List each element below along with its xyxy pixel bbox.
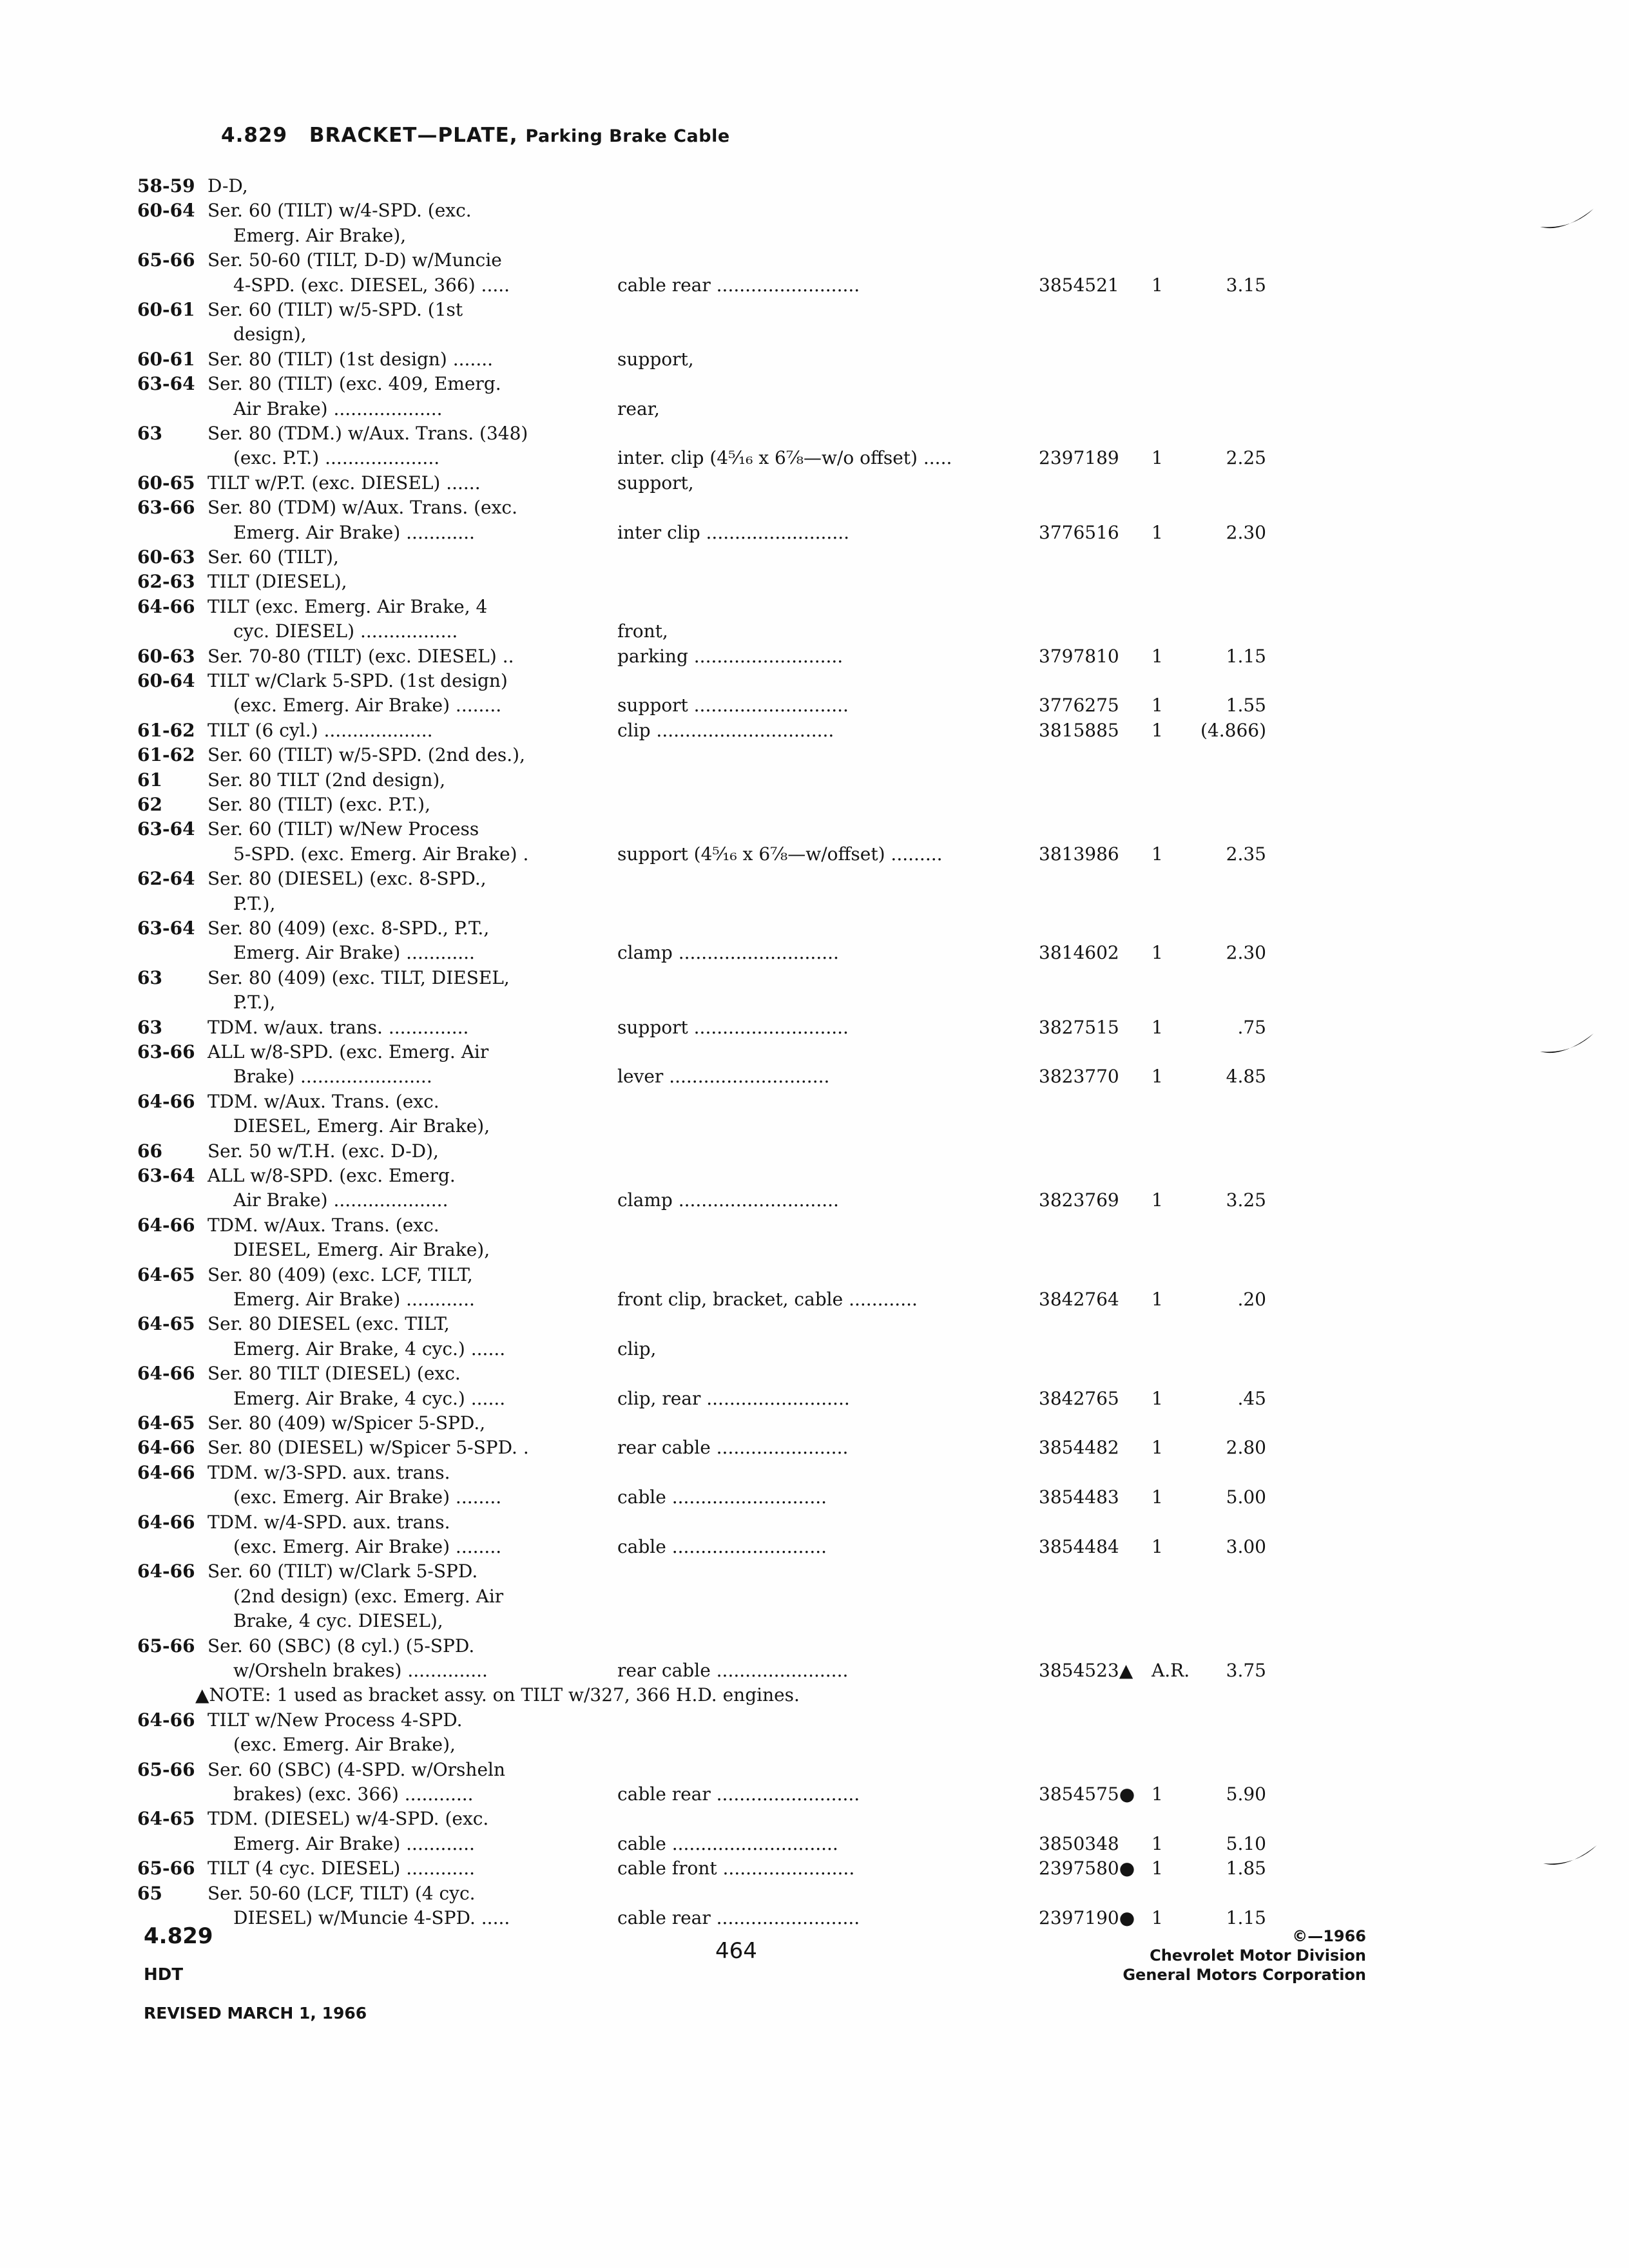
quantity: 1 <box>1152 1016 1163 1038</box>
application-description: TDM. w/Aux. Trans. (exc. <box>207 1090 439 1112</box>
list-item <box>0 1064 1629 1089</box>
price: 2.30 <box>1226 521 1266 543</box>
list-item <box>0 1361 1629 1386</box>
model-years: 64-65 <box>137 1264 195 1285</box>
quantity: 1 <box>1152 645 1163 667</box>
part-name: support, <box>617 472 694 494</box>
binder-check-mark-icon <box>1537 1024 1598 1063</box>
list-item <box>0 570 1629 594</box>
quantity: 1 <box>1152 1907 1163 1928</box>
copyright-block <box>1121 1927 1366 1984</box>
application-description: Ser. 80 (TILT) (exc. 409, Emerg. <box>207 373 501 395</box>
application-description: Emerg. Air Brake) ............ <box>233 521 475 543</box>
list-item <box>0 817 1629 841</box>
model-years: 64-65 <box>137 1412 195 1434</box>
application-description: (exc. P.T.) .................... <box>233 447 440 469</box>
application-description: (2nd design) (exc. Emerg. Air <box>233 1585 504 1607</box>
part-name: lever ............................ <box>617 1066 830 1088</box>
application-description: DIESEL, Emerg. Air Brake), <box>233 1115 490 1137</box>
price: (4.866) <box>1200 719 1266 741</box>
price: 5.90 <box>1226 1783 1266 1805</box>
list-item <box>0 174 1629 198</box>
list-item <box>0 1906 1629 1930</box>
part-number: 3854482 <box>1039 1437 1119 1459</box>
heading-subtitle: Parking Brake Cable <box>525 126 730 146</box>
list-item <box>0 1634 1629 1658</box>
application-description: D-D, <box>207 175 248 197</box>
quantity: 1 <box>1152 1783 1163 1805</box>
part-name: support ........................... <box>617 1016 849 1038</box>
price: 1.15 <box>1226 1907 1266 1928</box>
part-number: 3854483 <box>1039 1486 1119 1508</box>
price: 2.30 <box>1226 942 1266 964</box>
part-number: 2397580● <box>1039 1858 1135 1879</box>
model-years: 64-66 <box>137 1561 195 1582</box>
quantity: 1 <box>1152 447 1163 469</box>
list-item <box>0 867 1629 891</box>
application-description: Ser. 80 TILT (DIESEL) (exc. <box>207 1363 461 1385</box>
model-years: 62-63 <box>137 571 195 593</box>
application-description: TILT w/Clark 5-SPD. (1st design) <box>207 670 508 691</box>
application-description: DIESEL) w/Muncie 4-SPD. ..... <box>233 1907 510 1928</box>
list-item <box>0 1584 1629 1609</box>
application-description: Emerg. Air Brake) ............ <box>233 942 475 964</box>
part-number: 2397190● <box>1039 1907 1135 1928</box>
part-name: front, <box>617 620 668 642</box>
model-years: 60-61 <box>137 299 195 320</box>
list-item <box>0 421 1629 446</box>
quantity: 1 <box>1152 1486 1163 1508</box>
part-name: clip, rear ......................... <box>617 1387 850 1409</box>
application-description: ALL w/8-SPD. (exc. Emerg. <box>207 1165 456 1186</box>
list-item <box>0 1263 1629 1287</box>
list-item <box>0 1188 1629 1213</box>
part-number: 3842764 <box>1039 1289 1119 1310</box>
application-description: TDM. w/4-SPD. aux. trans. <box>207 1511 450 1533</box>
price: 5.00 <box>1226 1486 1266 1508</box>
quantity: A.R. <box>1152 1660 1190 1681</box>
application-description: TDM. (DIESEL) w/4-SPD. (exc. <box>207 1808 489 1830</box>
part-number: 3797810 <box>1039 645 1119 667</box>
quantity: 1 <box>1152 1289 1163 1310</box>
price: 2.35 <box>1226 843 1266 865</box>
footer-section-number: 4.829 <box>144 1923 213 1949</box>
page-number: 464 <box>715 1938 757 1964</box>
list-item <box>0 1832 1629 1856</box>
part-name: cable ........................... <box>617 1536 827 1557</box>
application-description: ▲NOTE: 1 used as bracket assy. on TILT w/327, 366 H.D. engines. <box>195 1684 800 1706</box>
part-number: 3823770 <box>1039 1066 1119 1088</box>
model-years: 61 <box>137 769 162 791</box>
application-description: (exc. Emerg. Air Brake) ........ <box>233 1486 502 1508</box>
model-years: 63-64 <box>137 818 195 840</box>
quantity: 1 <box>1152 1832 1163 1854</box>
price: 3.00 <box>1226 1536 1266 1557</box>
application-description: Ser. 80 (409) (exc. 8-SPD., P.T., <box>207 918 490 939</box>
list-item <box>0 1807 1629 1831</box>
list-item <box>0 892 1629 916</box>
list-item <box>0 768 1629 793</box>
model-years: 63-66 <box>137 497 195 519</box>
part-name: cable ............................. <box>617 1832 838 1854</box>
application-description: Ser. 80 (DIESEL) w/Spicer 5-SPD. . <box>207 1437 529 1459</box>
part-name: rear, <box>617 398 660 419</box>
price: 5.10 <box>1226 1832 1266 1854</box>
part-number: 3842765 <box>1039 1387 1119 1409</box>
model-years: 60-65 <box>137 472 195 494</box>
list-item <box>0 1658 1629 1683</box>
application-description: Ser. 60 (TILT) w/5-SPD. (1st <box>207 299 463 320</box>
quantity: 1 <box>1152 1536 1163 1557</box>
part-name: clamp ............................ <box>617 942 839 964</box>
list-item <box>0 471 1629 495</box>
list-item <box>0 1436 1629 1460</box>
part-name: support, <box>617 348 694 370</box>
application-description: 5-SPD. (exc. Emerg. Air Brake) . <box>233 843 529 865</box>
application-description: TILT (4 cyc. DIESEL) ............ <box>207 1858 476 1879</box>
application-description: Ser. 80 (TILT) (exc. P.T.), <box>207 794 430 815</box>
list-item <box>0 1287 1629 1312</box>
list-item <box>0 1559 1629 1584</box>
list-item <box>0 1312 1629 1336</box>
part-name: rear cable ....................... <box>617 1437 849 1459</box>
quantity: 1 <box>1152 843 1163 865</box>
quantity: 1 <box>1152 1066 1163 1088</box>
list-item <box>0 595 1629 619</box>
part-name: cable rear ......................... <box>617 274 860 296</box>
list-item <box>0 842 1629 867</box>
application-description: Ser. 80 (DIESEL) (exc. 8-SPD., <box>207 868 487 890</box>
list-item <box>0 1881 1629 1906</box>
part-name: parking .......................... <box>617 645 843 667</box>
application-description: Ser. 60 (TILT) w/New Process <box>207 818 479 840</box>
part-number: 3854523▲ <box>1039 1660 1133 1681</box>
list-item <box>0 372 1629 396</box>
list-item <box>0 273 1629 298</box>
model-years: 61-62 <box>137 744 195 766</box>
list-item <box>0 693 1629 718</box>
model-years: 65-66 <box>137 1858 195 1879</box>
model-years: 61-62 <box>137 719 195 741</box>
part-number: 3850348 <box>1039 1832 1119 1854</box>
price: .45 <box>1237 1387 1266 1409</box>
model-years: 63 <box>137 966 162 988</box>
part-name: front clip, bracket, cable ............ <box>617 1289 918 1310</box>
price: 1.85 <box>1226 1858 1266 1879</box>
list-item <box>0 1238 1629 1262</box>
application-description: Brake, 4 cyc. DIESEL), <box>233 1610 443 1632</box>
application-description: 4-SPD. (exc. DIESEL, 366) ..... <box>233 274 510 296</box>
application-description: Emerg. Air Brake), <box>233 224 407 246</box>
part-name: support ........................... <box>617 695 849 716</box>
part-name: cable ........................... <box>617 1486 827 1508</box>
heading-title: BRACKET—PLATE, <box>309 124 518 147</box>
model-years: 64-66 <box>137 1090 195 1112</box>
list-item <box>0 446 1629 470</box>
application-description: Emerg. Air Brake) ............ <box>233 1289 475 1310</box>
list-item <box>0 1485 1629 1510</box>
quantity: 1 <box>1152 942 1163 964</box>
list-item <box>0 1609 1629 1633</box>
model-years: 63-66 <box>137 1041 195 1062</box>
list-item <box>0 743 1629 767</box>
model-years: 62-64 <box>137 868 195 890</box>
model-years: 60-64 <box>137 670 195 691</box>
part-name: rear cable ....................... <box>617 1660 849 1681</box>
list-item <box>0 298 1629 322</box>
list-item <box>0 966 1629 990</box>
price: 3.75 <box>1226 1660 1266 1681</box>
part-number: 3776516 <box>1039 521 1119 543</box>
application-description: TILT (6 cyl.) ................... <box>207 719 433 741</box>
application-description: Air Brake) .................... <box>233 1189 448 1211</box>
model-years: 63-64 <box>137 1165 195 1186</box>
application-description: P.T.), <box>233 892 276 914</box>
quantity: 1 <box>1152 1437 1163 1459</box>
application-description: (exc. Emerg. Air Brake), <box>233 1734 456 1756</box>
corporation-line: General Motors Corporation <box>1123 1966 1366 1984</box>
list-item <box>0 1114 1629 1139</box>
application-description: Ser. 60 (TILT), <box>207 546 339 568</box>
application-description: Ser. 80 (409) (exc. LCF, TILT, <box>207 1264 473 1285</box>
model-years: 60-63 <box>137 645 195 667</box>
list-item <box>0 619 1629 644</box>
price: 4.85 <box>1226 1066 1266 1088</box>
binder-check-mark-icon <box>1537 200 1598 238</box>
list-item <box>0 248 1629 273</box>
application-description: TILT w/New Process 4-SPD. <box>207 1709 463 1731</box>
model-years: 64-65 <box>137 1808 195 1830</box>
part-number: 3813986 <box>1039 843 1119 865</box>
list-item <box>0 990 1629 1015</box>
list-item <box>0 941 1629 965</box>
part-name: cable rear ......................... <box>617 1783 860 1805</box>
list-item <box>0 1090 1629 1114</box>
application-description: cyc. DIESEL) ................. <box>233 620 458 642</box>
application-description: TDM. w/Aux. Trans. (exc. <box>207 1214 439 1236</box>
list-item <box>0 397 1629 421</box>
model-years: 60-64 <box>137 200 195 222</box>
list-item <box>0 347 1629 372</box>
list-item <box>0 1708 1629 1733</box>
price: 3.15 <box>1226 274 1266 296</box>
list-item <box>0 1782 1629 1807</box>
application-description: Ser. 80 (409) w/Spicer 5-SPD., <box>207 1412 486 1434</box>
list-item <box>0 198 1629 223</box>
application-description: TILT (DIESEL), <box>207 571 347 593</box>
application-description: Emerg. Air Brake, 4 cyc.) ...... <box>233 1387 506 1409</box>
model-years: 64-66 <box>137 595 195 617</box>
quantity: 1 <box>1152 1189 1163 1211</box>
list-item <box>0 1411 1629 1436</box>
part-number: 3814602 <box>1039 942 1119 964</box>
list-item <box>0 1164 1629 1188</box>
application-description: DIESEL, Emerg. Air Brake), <box>233 1239 490 1261</box>
list-item <box>0 322 1629 347</box>
application-description: TDM. w/aux. trans. .............. <box>207 1016 469 1038</box>
model-years: 63 <box>137 423 162 444</box>
list-item <box>0 224 1629 248</box>
quantity: 1 <box>1152 719 1163 741</box>
list-item <box>0 793 1629 817</box>
part-number: 3854484 <box>1039 1536 1119 1557</box>
application-description: Ser. 80 (409) (exc. TILT, DIESEL, <box>207 966 510 988</box>
model-years: 58-59 <box>137 175 195 197</box>
quantity: 1 <box>1152 521 1163 543</box>
list-item <box>0 1733 1629 1757</box>
application-description: design), <box>233 323 307 345</box>
model-years: 65-66 <box>137 1635 195 1657</box>
application-description: P.T.), <box>233 992 276 1014</box>
application-description: brakes) (exc. 366) ............ <box>233 1783 474 1805</box>
list-item <box>0 545 1629 570</box>
part-number: 3827515 <box>1039 1016 1119 1038</box>
list-item <box>0 1758 1629 1782</box>
model-years: 62 <box>137 794 162 815</box>
part-name: inter. clip (4⁵⁄₁₆ x 6⁷⁄₈—w/o offset) ..... <box>617 447 952 469</box>
part-name: cable rear ......................... <box>617 1907 860 1928</box>
part-number: 3815885 <box>1039 719 1119 741</box>
application-description: (exc. Emerg. Air Brake) ........ <box>233 1536 502 1557</box>
quantity: 1 <box>1152 1387 1163 1409</box>
model-years: 65 <box>137 1882 162 1904</box>
application-description: Ser. 80 TILT (2nd design), <box>207 769 446 791</box>
price: .20 <box>1237 1289 1266 1310</box>
list-item <box>0 916 1629 941</box>
quantity: 1 <box>1152 1858 1163 1879</box>
application-description: Ser. 60 (TILT) w/Clark 5-SPD. <box>207 1561 478 1582</box>
price: 3.25 <box>1226 1189 1266 1211</box>
model-years: 63 <box>137 1016 162 1038</box>
model-years: 64-66 <box>137 1214 195 1236</box>
footer-series: HDT <box>144 1965 184 1984</box>
list-item <box>0 1213 1629 1238</box>
part-name: clip, <box>617 1338 657 1360</box>
part-name: support (4⁵⁄₁₆ x 6⁷⁄₈—w/offset) ......... <box>617 843 943 865</box>
part-number: 3776275 <box>1039 695 1119 716</box>
application-description: Ser. 80 (TILT) (1st design) ....... <box>207 348 494 370</box>
application-description: ALL w/8-SPD. (exc. Emerg. Air <box>207 1041 489 1062</box>
quantity: 1 <box>1152 274 1163 296</box>
part-name: cable front ....................... <box>617 1858 855 1879</box>
part-number: 3854521 <box>1039 274 1119 296</box>
list-item <box>0 669 1629 693</box>
application-description: Brake) ....................... <box>233 1066 432 1088</box>
application-description: Ser. 50-60 (LCF, TILT) (4 cyc. <box>207 1882 476 1904</box>
model-years: 64-66 <box>137 1437 195 1459</box>
application-description: Ser. 60 (SBC) (8 cyl.) (5-SPD. <box>207 1635 475 1657</box>
division-line: Chevrolet Motor Division <box>1150 1946 1366 1965</box>
list-item <box>0 1040 1629 1064</box>
list-item <box>0 1535 1629 1559</box>
application-description: TILT (exc. Emerg. Air Brake, 4 <box>207 595 488 617</box>
price: 2.80 <box>1226 1437 1266 1459</box>
application-description: Ser. 80 (TDM) w/Aux. Trans. (exc. <box>207 497 518 519</box>
part-number: 3854575● <box>1039 1783 1135 1805</box>
application-description: w/Orsheln brakes) .............. <box>233 1660 488 1681</box>
application-description: Emerg. Air Brake) ............ <box>233 1832 475 1854</box>
model-years: 60-61 <box>137 348 195 370</box>
application-description: Ser. 50 w/T.H. (exc. D-D), <box>207 1140 439 1162</box>
model-years: 65-66 <box>137 1758 195 1780</box>
price: 1.15 <box>1226 645 1266 667</box>
model-years: 60-63 <box>137 546 195 568</box>
application-description: TILT w/P.T. (exc. DIESEL) ...... <box>207 472 481 494</box>
quantity: 1 <box>1152 695 1163 716</box>
section-number: 4.829 <box>221 124 288 147</box>
part-name: clamp ............................ <box>617 1189 839 1211</box>
list-item <box>0 521 1629 545</box>
model-years: 65-66 <box>137 249 195 271</box>
list-item <box>0 1461 1629 1485</box>
list-item <box>0 1510 1629 1535</box>
model-years: 64-66 <box>137 1709 195 1731</box>
model-years: 64-66 <box>137 1511 195 1533</box>
list-item <box>0 1139 1629 1164</box>
application-description: Air Brake) ................... <box>233 398 443 419</box>
application-description: Ser. 80 DIESEL (exc. TILT, <box>207 1313 450 1335</box>
list-item <box>0 1337 1629 1361</box>
part-name: clip ............................... <box>617 719 834 741</box>
model-years: 64-66 <box>137 1363 195 1385</box>
footer-revised-date: REVISED MARCH 1, 1966 <box>144 2004 367 2023</box>
list-item <box>0 718 1629 743</box>
list-item <box>0 644 1629 669</box>
application-description: TDM. w/3-SPD. aux. trans. <box>207 1461 450 1483</box>
price: .75 <box>1237 1016 1266 1038</box>
copyright-line: ©—1966 <box>1292 1927 1366 1945</box>
model-years: 64-65 <box>137 1313 195 1335</box>
application-description: Ser. 60 (TILT) w/5-SPD. (2nd des.), <box>207 744 525 766</box>
model-years: 63-64 <box>137 373 195 395</box>
application-description: Ser. 60 (TILT) w/4-SPD. (exc. <box>207 200 472 222</box>
application-description: Ser. 80 (TDM.) w/Aux. Trans. (348) <box>207 423 528 444</box>
application-description: Emerg. Air Brake, 4 cyc.) ...... <box>233 1338 506 1360</box>
list-item <box>0 1387 1629 1411</box>
list-item <box>0 1856 1629 1881</box>
model-years: 64-66 <box>137 1461 195 1483</box>
price: 2.25 <box>1226 447 1266 469</box>
application-description: Ser. 50-60 (TILT, D-D) w/Muncie <box>207 249 502 271</box>
model-years: 66 <box>137 1140 162 1162</box>
binder-check-mark-icon <box>1540 1836 1601 1875</box>
application-description: Ser. 60 (SBC) (4-SPD. w/Orsheln <box>207 1758 506 1780</box>
part-number: 2397189 <box>1039 447 1119 469</box>
list-item <box>0 1015 1629 1040</box>
model-years: 63-64 <box>137 918 195 939</box>
application-description: (exc. Emerg. Air Brake) ........ <box>233 695 502 716</box>
part-name: inter clip ......................... <box>617 521 850 543</box>
application-description: Ser. 70-80 (TILT) (exc. DIESEL) .. <box>207 645 514 667</box>
price: 1.55 <box>1226 695 1266 716</box>
list-item <box>0 1683 1629 1707</box>
part-number: 3823769 <box>1039 1189 1119 1211</box>
list-item <box>0 495 1629 520</box>
